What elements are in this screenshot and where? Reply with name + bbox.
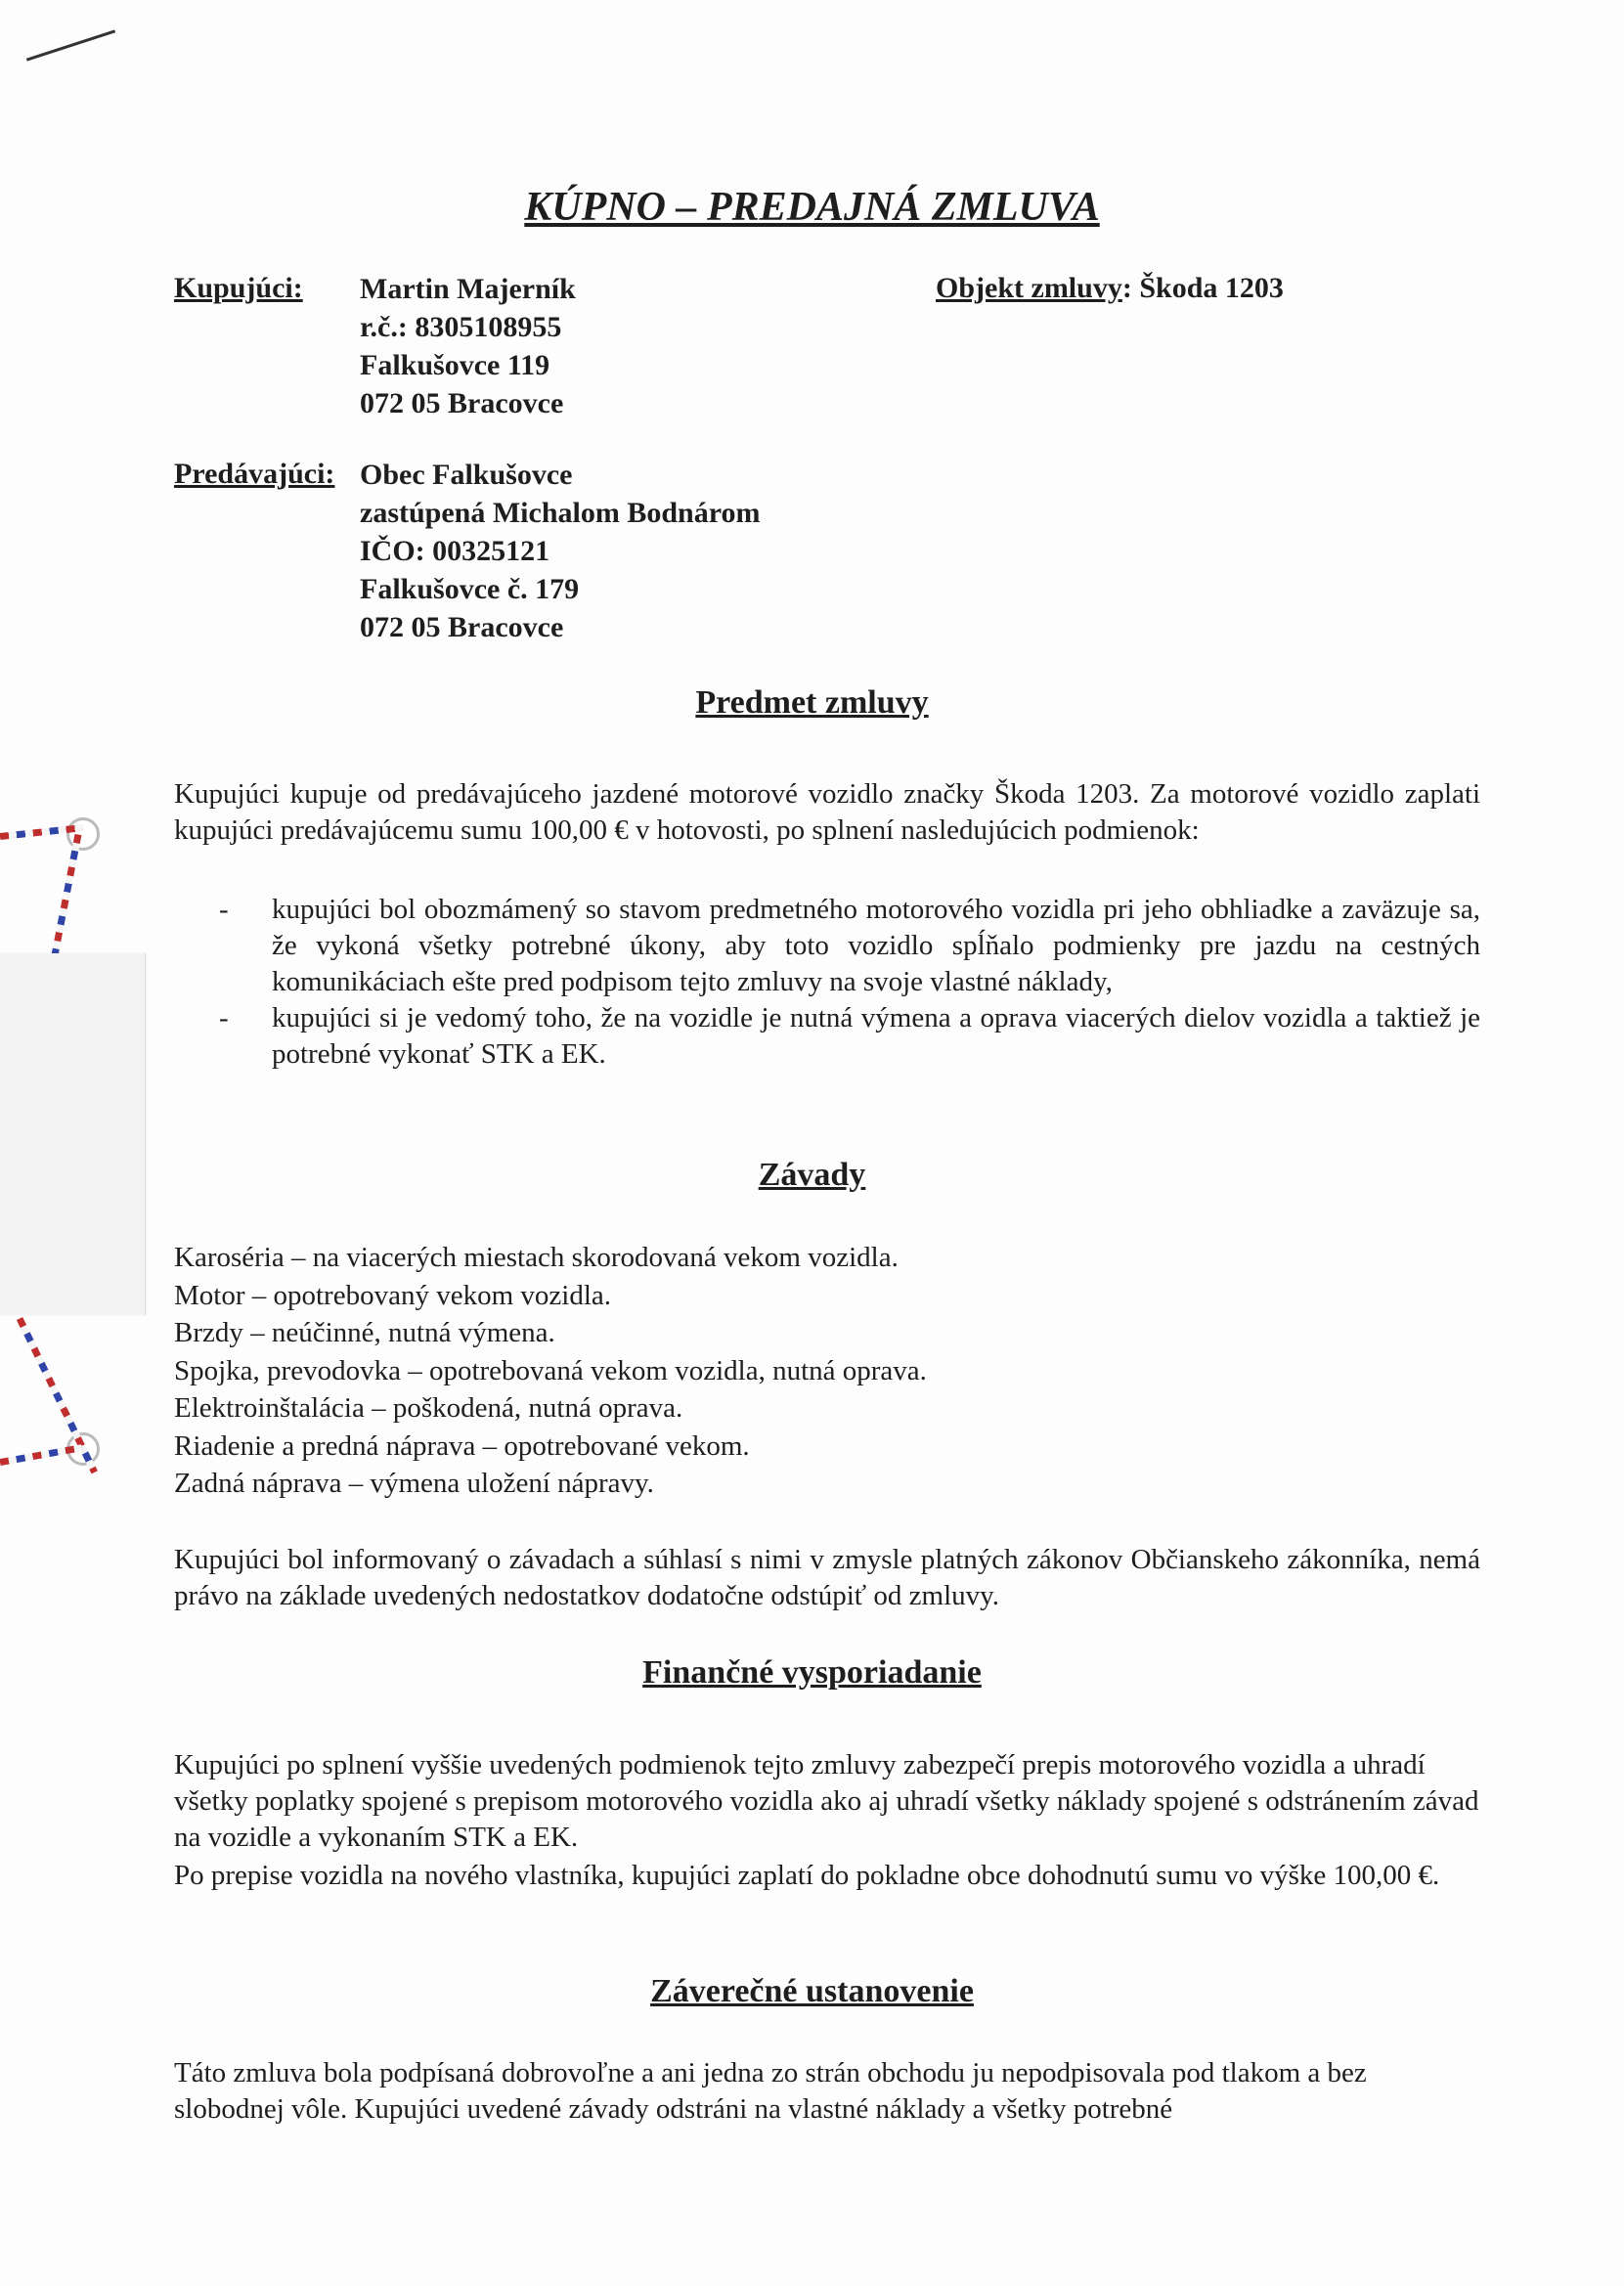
- heading-zaverecne: Záverečné ustanovenie: [650, 1973, 974, 2009]
- seller-address-line1: Falkušovce č. 179: [360, 573, 580, 605]
- contract-object: [936, 272, 1284, 305]
- predmet-intro: Kupujúci kupuje od predávajúceho jazdené motorové vozidlo značky Škoda 1203. Za motorové vozidlo zaplati kupujúci predávajúcemu sumu 100,00 € v hotovosti, po splnení nasledujúcich podmienok:: [174, 778, 1480, 846]
- seller-ico: IČO: 00325121: [360, 535, 550, 567]
- heading-financne: Finančné vysporiadanie: [642, 1654, 982, 1691]
- document-title: KÚPNO – PREDAJNÁ ZMLUVA: [524, 185, 1100, 230]
- seller-label: Predávajúci:: [174, 458, 335, 490]
- defect-item: Spojka, prevodovka – opotrebovaná vekom vozidla, nutná oprava.: [174, 1354, 927, 1386]
- financne-paragraph-1: Kupujúci po splnení vyššie uvedených podmienok tejto zmluvy zabezpečí prepis motorového vozidla a uhradí všetky poplatky spojené s prepisom motorového vozidla ako aj uhradí všetky náklady spojené s odstránením závad na vozidle a vykonaním STK a EK.: [174, 1749, 1479, 1853]
- seller-address-line2: 072 05 Bracovce: [360, 611, 564, 643]
- defects-note: Kupujúci bol informovaný o závadach a súhlasí s nimi v zmysle platných zákonov Občianskeho zákonníka, nemá právo na základe uvedených nedostatkov dodatočne odstúpiť od zmluvy.: [174, 1544, 1480, 1611]
- pen-mark: [26, 29, 115, 61]
- defect-item: Karoséria – na viacerých miestach skorodovaná vekom vozidla.: [174, 1242, 899, 1273]
- seller-details: [360, 456, 760, 646]
- buyer-address-line1: Falkušovce 119: [360, 349, 550, 381]
- buyer-name: Martin Majerník: [360, 273, 576, 305]
- defect-item: Motor – opotrebovaný vekom vozidla.: [174, 1279, 611, 1311]
- defect-item: Zadná náprava – výmena uložení nápravy.: [174, 1468, 654, 1499]
- heading-zavady: Závady: [758, 1157, 866, 1193]
- defect-item: Elektroinštalácia – poškodená, nutná oprava.: [174, 1392, 683, 1424]
- zaverecne-paragraph: Táto zmluva bola podpísaná dobrovoľne a ani jedna zo strán obchodu ju nepodpisovala pod tlakom a bez slobodnej vôle. Kupujúci uvedené závady odstráni na vlastné náklady a všetky potrebné: [174, 2057, 1367, 2125]
- financne-paragraph-2: Po prepise vozidla na nového vlastníka, kupujúci zaplatí do pokladne obce dohodnutú sumu vo výške 100,00 €.: [174, 1860, 1440, 1891]
- object-label: Objekt zmluvy: [936, 272, 1122, 304]
- predmet-conditions: [174, 892, 1480, 1073]
- defect-item: Brzdy – neúčinné, nutná výmena.: [174, 1317, 555, 1348]
- buyer-address-line2: 072 05 Bracovce: [360, 387, 564, 419]
- buyer-id: r.č.: 8305108955: [360, 311, 562, 343]
- condition-item: - kupujúci bol obozmámený so stavom predmetného motorového vozidla pri jeho obhliadke a zaväzuje sa, že vykoná všetky potrebné úkony, aby toto vozidlo spĺňalo podmienky pre jazdu na cestných komunikáciach ešte pred podpisom tejto zmluvy na svoje vlastné náklady,: [219, 894, 1480, 997]
- object-value: : Škoda 1203: [1121, 272, 1284, 304]
- defect-item: Riadenie a predná náprava – opotrebované vekom.: [174, 1429, 750, 1462]
- seller-name: Obec Falkušovce: [360, 459, 573, 491]
- buyer-label: Kupujúci:: [174, 272, 303, 304]
- seller-representative: zastúpená Michalom Bodnárom: [360, 497, 761, 529]
- binding-tab: [0, 953, 146, 1315]
- heading-predmet: Predmet zmluvy: [695, 684, 929, 721]
- defects-list: [174, 1239, 927, 1503]
- condition-item: - kupujúci si je vedomý toho, že na vozidle je nutná výmena a oprava viacerých dielov vozidla a taktiež je potrebné vykonať STK a EK.: [219, 1002, 1480, 1070]
- buyer-details: [360, 270, 576, 422]
